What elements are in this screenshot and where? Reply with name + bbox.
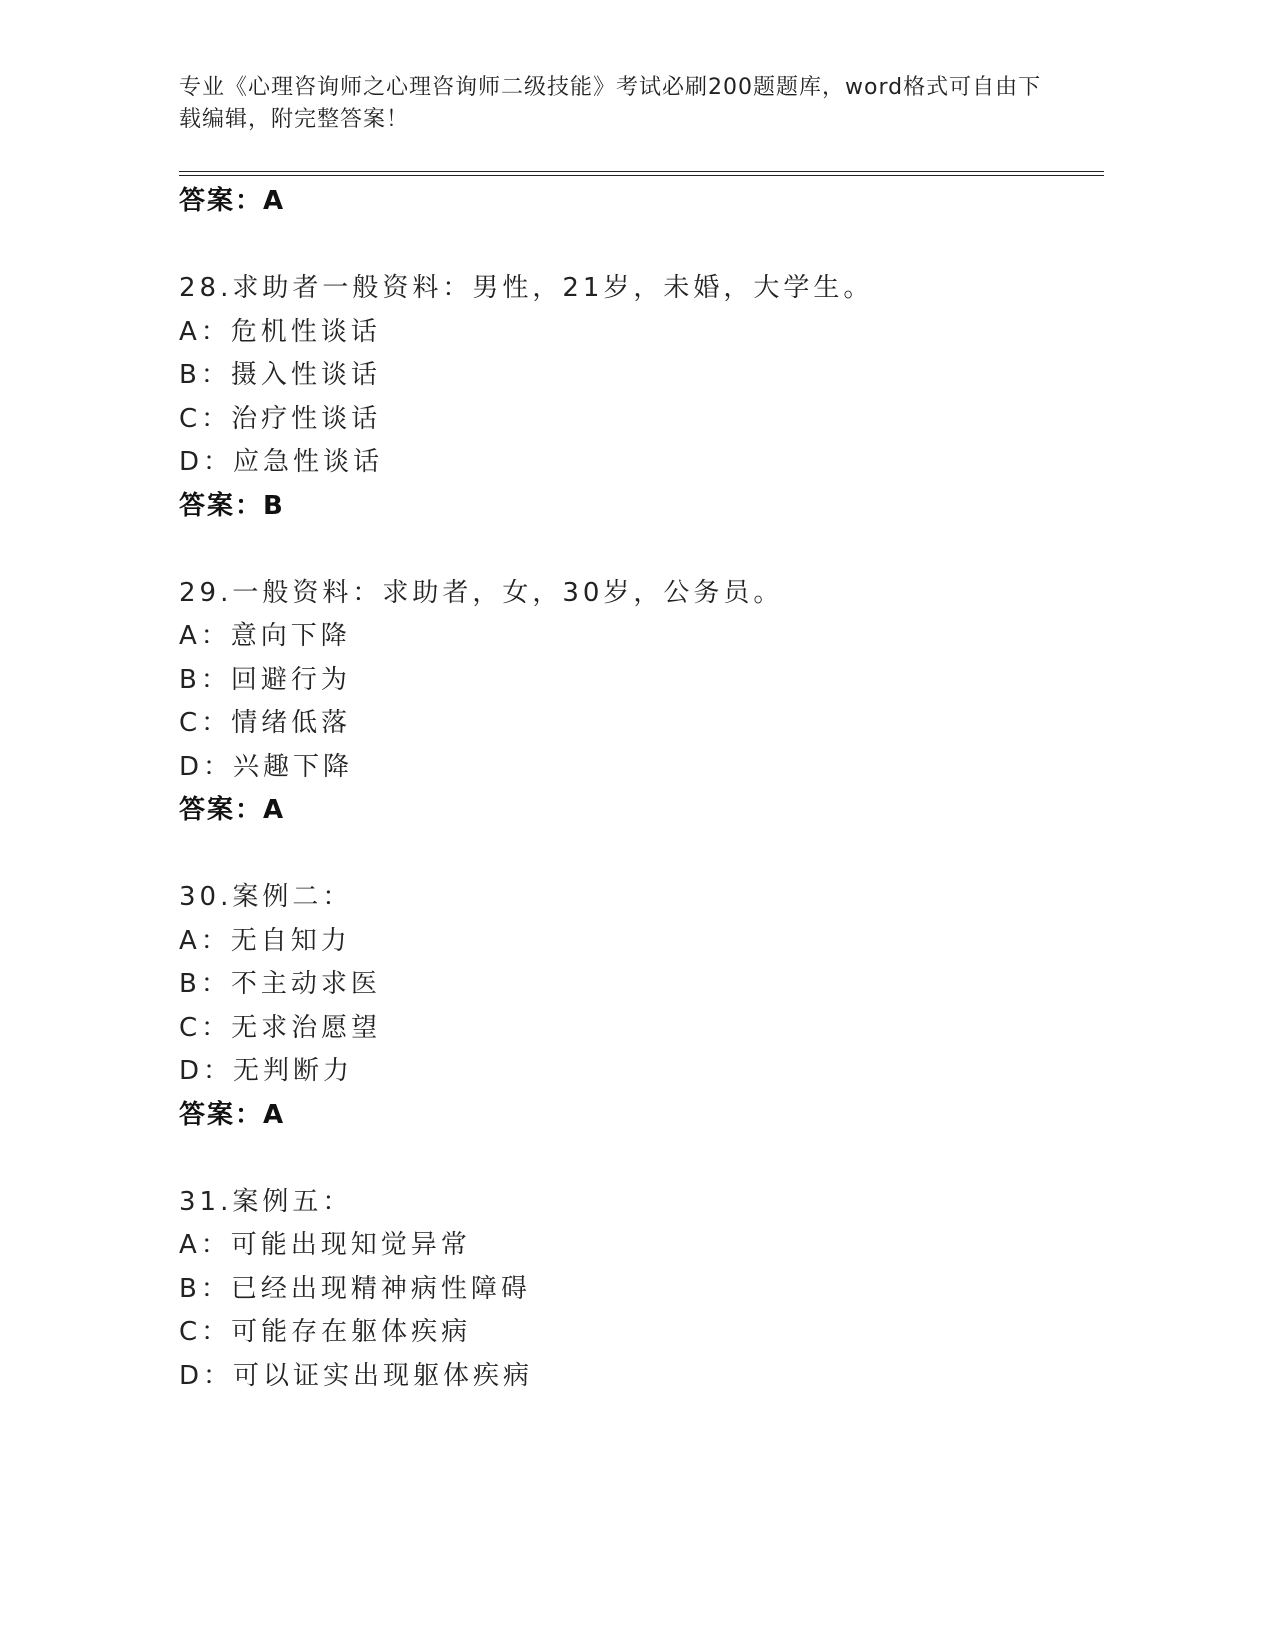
option-a: A：意向下降	[179, 621, 351, 651]
question-stem: 28.求助者一般资料：男性，21岁，未婚，大学生。	[179, 273, 874, 303]
option-c: C：治疗性谈话	[179, 403, 382, 434]
option-a: A：可能出现知觉异常	[179, 1230, 471, 1260]
document-header	[179, 72, 1059, 136]
question-block	[179, 1181, 1104, 1399]
option-d: D：可以证实出现躯体疾病	[179, 1360, 534, 1391]
answer-line: 答案：B	[179, 490, 285, 521]
option-c: C：无求治愿望	[179, 1012, 382, 1043]
option-b: B：不主动求医	[179, 969, 381, 999]
header-divider-top	[179, 171, 1104, 172]
question-block	[179, 267, 1104, 528]
header-divider-bottom	[179, 175, 1104, 176]
question-list	[179, 180, 1104, 1398]
spacer	[179, 528, 1104, 572]
option-c: C：情绪低落	[179, 708, 352, 738]
option-a: A：无自知力	[179, 925, 351, 956]
question-stem: 30.案例二：	[179, 882, 353, 912]
option-d: D：兴趣下降	[179, 751, 354, 782]
header-intro-text: 专业《心理咨询师之心理咨询师二级技能》考试必刷200题题库，word格式可自由下载编辑，附完整答案！	[179, 75, 1042, 132]
option-b: B：摄入性谈话	[179, 360, 381, 390]
spacer	[179, 1137, 1104, 1181]
spacer	[179, 224, 1104, 268]
question-stem: 31.案例五：	[179, 1186, 353, 1217]
question-block	[179, 876, 1104, 1137]
option-d: D：应急性谈话	[179, 447, 384, 477]
option-a: A：危机性谈话	[179, 316, 381, 347]
question-block	[179, 572, 1104, 833]
answer-line: 答案：A	[179, 1099, 286, 1130]
answer-line: 答案：A	[179, 795, 286, 825]
option-c: C：可能存在躯体疾病	[179, 1317, 472, 1347]
answer-line: 答案：A	[179, 186, 286, 216]
option-d: D：无判断力	[179, 1056, 354, 1086]
option-b: B：回避行为	[179, 664, 351, 695]
option-b: B：已经出现精神病性障碍	[179, 1273, 531, 1304]
spacer	[179, 833, 1104, 877]
question-stem: 29.一般资料：求助者，女，30岁，公务员。	[179, 577, 784, 608]
